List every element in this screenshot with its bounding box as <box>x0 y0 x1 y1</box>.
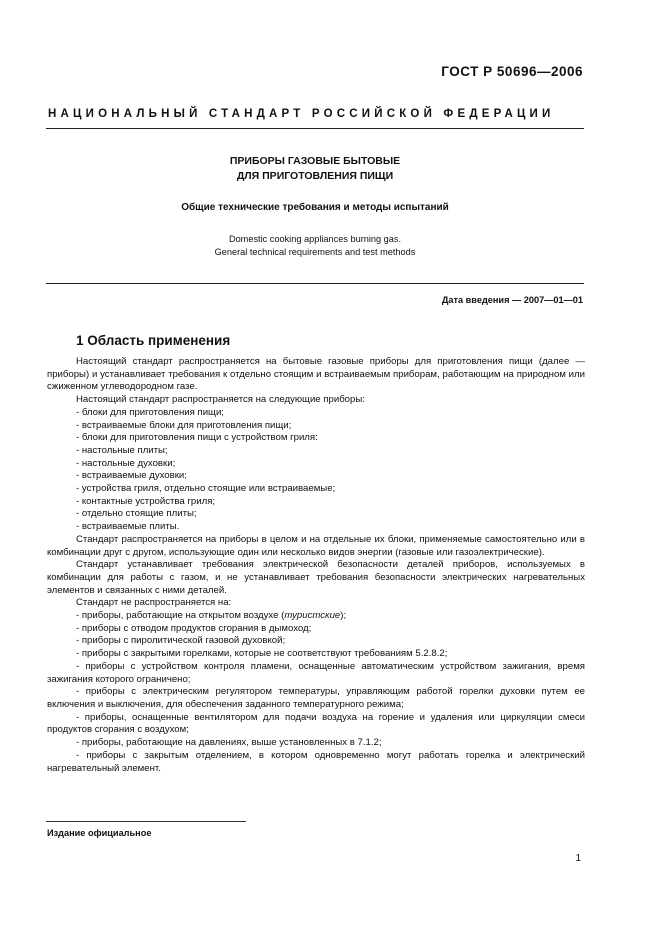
list-item: - отдельно стоящие плиты; <box>76 508 197 520</box>
national-standard-banner: НАЦИОНАЛЬНЫЙ СТАНДАРТ РОССИЙСКОЙ ФЕДЕРАЦИИ <box>48 108 555 120</box>
list-item: - приборы с закрытыми горелками, которые не соответствуют требованиям 5.2.8.2; <box>76 648 448 660</box>
standard-code: ГОСТ Р 50696—2006 <box>441 64 583 79</box>
paragraph: Стандарт устанавливает требования электрической безопасности деталей приборов, используемых в комбинации для работы с газом, и не устанавливает требования безопасности электрических нагревательных элементов и связанных с ними деталей. <box>47 559 585 596</box>
list-item: - приборы, оснащенные вентилятором для подачи воздуха на горение и удаления или циркуляции смеси продуктов сгорания с воздухом; <box>47 711 585 736</box>
english-title-line1: Domestic cooking appliances burning gas. <box>228 234 402 244</box>
paragraph: Настоящий стандарт распространяется на бытовые газовые приборы для приготовления пищи (далее — приборы) и устанавливает требования к отдельно стоящим и встраиваемым приборам, работающим на природном или сжиженном углеводородном газе. <box>47 356 585 393</box>
list-item: - приборы, работающие на давлениях, выше установленных в 7.1.2; <box>76 737 382 749</box>
official-edition-label: Издание официальное <box>47 828 152 838</box>
list-item: - приборы с закрытым отделением, в котором одновременно могут работать горелка и электрический нагревательный элемент. <box>47 749 585 774</box>
list-item: - настольные плиты; <box>76 444 168 456</box>
document-title-line1: ПРИБОРЫ ГАЗОВЫЕ БЫТОВЫЕ <box>229 155 401 167</box>
list-item: - блоки для приготовления пищи с устройством гриля: <box>76 432 318 444</box>
document-title-line2: ДЛЯ ПРИГОТОВЛЕНИЯ ПИЩИ <box>236 170 394 182</box>
list-item: - устройства гриля, отдельно стоящие или встраиваемые; <box>76 483 336 495</box>
section-heading: 1 Область применения <box>76 333 231 348</box>
list-item: - приборы с устройством контроля пламени, оснащенные автоматическим устройством зажигания, время зажигания которого ограничено; <box>47 660 585 685</box>
document-subtitle: Общие технические требования и методы испытаний <box>181 202 449 213</box>
list-item: - встраиваемые плиты. <box>76 521 180 533</box>
list-item: - блоки для приготовления пищи; <box>76 406 224 418</box>
top-divider <box>46 128 584 129</box>
section-body <box>47 356 585 775</box>
list-item: - приборы с пиролитической газовой духовкой; <box>76 635 286 647</box>
list-item: - приборы с электрическим регулятором температуры, управляющим работой горелки духовки путем ее включения и выключения, для обеспечения заданного температурного режима; <box>47 686 585 710</box>
footer-divider <box>46 821 246 822</box>
list-item: - приборы с отводом продуктов сгорания в дымоход; <box>76 622 312 634</box>
list-item: - приборы, работающие на открытом воздухе (туристские); <box>76 610 347 622</box>
list-item: - встраиваемые духовки; <box>76 470 187 482</box>
list-item: - встраиваемые блоки для приготовления пищи; <box>76 419 292 431</box>
paragraph: Стандарт распространяется на приборы в целом и на отдельные их блоки, применяемые самостоятельно или в комбинации друг с другом, использующие один или несколько видов энергии (газовые или газоэлектрические). <box>47 533 585 558</box>
list-item: - контактные устройства гриля; <box>76 495 216 507</box>
page-number: 1 <box>575 853 581 864</box>
middle-divider <box>46 283 584 284</box>
list-item: - настольные духовки; <box>76 457 176 469</box>
english-title-line2: General technical requirements and test methods <box>214 247 416 257</box>
introduction-date: Дата введения — 2007—01—01 <box>441 295 583 305</box>
paragraph: Стандарт не распространяется на: <box>76 597 232 609</box>
paragraph: Настоящий стандарт распространяется на следующие приборы: <box>76 394 365 406</box>
